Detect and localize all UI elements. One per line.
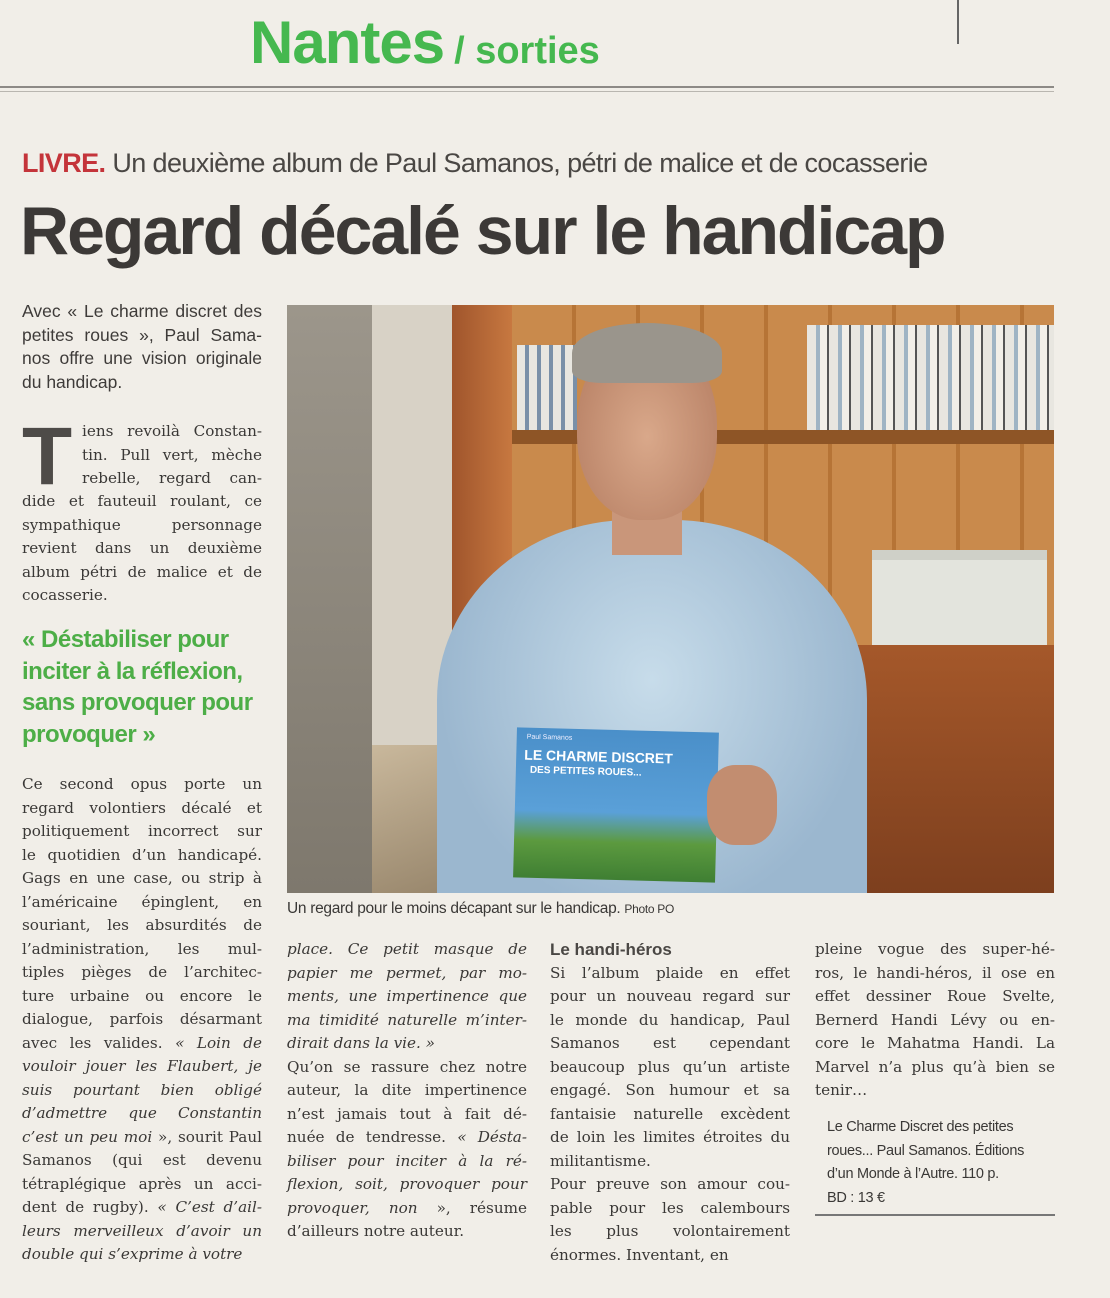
book-info-box — [815, 1116, 1055, 1216]
section-masthead — [250, 8, 600, 77]
lede-line: nos offre une vision originale — [22, 348, 262, 368]
text-segment: », sourit Paul — [152, 1127, 262, 1146]
doorway — [287, 305, 372, 893]
body-line: dide et fauteuil roulant, ce — [22, 492, 262, 510]
body-line — [550, 1009, 790, 1033]
body-line — [550, 1197, 790, 1221]
italic-quote-segment: biliser pour inciter à la ré- — [287, 1151, 527, 1170]
text-segment: les plus volontairement — [550, 1222, 790, 1240]
body-line — [22, 1220, 262, 1244]
text-segment: énormes. Inventant, en — [550, 1245, 729, 1264]
body-line: sympathique personnage — [22, 515, 262, 534]
text-segment: d’ailleurs notre auteur. — [287, 1222, 465, 1240]
column-3-text — [550, 962, 790, 1268]
body-line — [815, 962, 1055, 986]
italic-quote-segment: ments, une impertinence que — [287, 987, 527, 1005]
body-line — [22, 1173, 262, 1197]
body-line: cocasserie. — [22, 586, 108, 604]
text-segment: pour un nouveau regard sur — [550, 987, 790, 1005]
body-line — [287, 1173, 527, 1197]
photo-credit: Photo PO — [624, 902, 675, 916]
body-line — [22, 938, 262, 962]
text-segment: Si l’album plaide en effet — [550, 963, 790, 982]
text-segment: ture urbaine ou encore le — [22, 986, 262, 1005]
body-line — [22, 891, 262, 915]
body-line — [815, 1056, 1055, 1080]
pull-quote — [22, 624, 272, 750]
body-line: tin. Pull vert, mèche — [82, 445, 262, 464]
book-cover — [513, 727, 719, 882]
body-line — [550, 1126, 790, 1150]
drop-cap: T — [22, 411, 73, 502]
body-line — [287, 1056, 527, 1080]
italic-quote-segment: flexion, soit, provoquer pour — [287, 1175, 527, 1193]
column-divider — [957, 0, 959, 44]
body-line — [22, 1055, 262, 1079]
italic-quote-segment: « Désta- — [457, 1128, 527, 1146]
text-segment: core le Mahatma Handi. La — [815, 1034, 1055, 1052]
body-line — [287, 1009, 527, 1033]
kicker-tag: LIVRE. — [22, 148, 106, 178]
article-headline: Regard décalé sur le handicap — [20, 193, 945, 269]
body-line — [22, 1102, 262, 1126]
text-segment: Bernerd Handi Lévy ou en- — [815, 1010, 1055, 1029]
shelf-books-left — [517, 345, 577, 430]
body-line — [22, 820, 262, 844]
text-segment: tiples pièges de l’architec- — [22, 963, 262, 981]
intro-short-lines — [82, 420, 262, 491]
body-line — [287, 1197, 527, 1221]
body-line — [550, 1150, 790, 1174]
info-line: roues... Paul Samanos. Éditions — [827, 1142, 1025, 1159]
body-line: album pétri de malice et de — [22, 562, 262, 581]
body-line — [22, 961, 262, 985]
masthead-section: / sorties — [454, 30, 600, 72]
body-line — [550, 1079, 790, 1103]
italic-quote-segment: d’admettre que Constantin — [22, 1104, 262, 1122]
body-line — [22, 1149, 262, 1173]
italic-quote-segment: leurs merveilleux d’avoir un — [22, 1221, 262, 1240]
italic-quote-segment: suis pourtant bien obligé — [22, 1080, 262, 1099]
body-line — [22, 844, 262, 868]
italic-quote-segment: provoquer, non — [287, 1198, 418, 1217]
text-segment: ros, le handi-héros, il ose en — [815, 963, 1055, 982]
body-line — [22, 1008, 262, 1032]
body-line — [287, 1032, 527, 1056]
text-segment: engagé. Son humour et sa — [550, 1081, 790, 1099]
pull-quote-line: sans provoquer pour — [22, 689, 253, 716]
text-segment: Samanos est cependant — [550, 1034, 790, 1052]
text-segment: Marvel n’a plus qu’à bien se — [815, 1057, 1055, 1076]
italic-quote-segment: « Loin de — [175, 1033, 263, 1052]
body-line — [287, 985, 527, 1009]
text-segment: le monde du handicap, Paul — [550, 1010, 790, 1029]
body-line: iens revoilà Constan- — [82, 422, 262, 440]
body-column-3 — [550, 938, 790, 1267]
info-line: d’un Monde à l’Autre. 110 p. — [827, 1166, 999, 1182]
intro-paragraph — [22, 490, 262, 608]
text-segment: Gags en une case, ou strip à — [22, 869, 262, 887]
italic-quote-segment: vouloir jouer les Flaubert, je — [22, 1057, 262, 1075]
italic-quote-segment: ma timidité naturelle m’inter- — [287, 1010, 527, 1029]
body-line: revient dans un deuxième — [22, 539, 262, 557]
text-segment: effet dessiner Roue Svelte, — [815, 987, 1055, 1005]
lede-line: du handicap. — [22, 371, 123, 392]
body-line — [22, 914, 262, 938]
text-segment: pleine vogue des super-hé- — [815, 940, 1055, 958]
text-segment: nuée de tendresse. — [287, 1128, 458, 1146]
text-segment: tenir… — [815, 1081, 868, 1099]
text-segment: Samanos (qui est devenu — [22, 1151, 262, 1169]
body-line — [550, 1173, 790, 1197]
body-line — [287, 1079, 527, 1103]
text-segment: politiquement incorrect sur — [22, 822, 262, 840]
book-title-line: LE CHARME DISCRET — [524, 746, 674, 767]
text-segment: l’américaine épinglent, en — [22, 892, 262, 911]
italic-quote-segment: double qui s’exprime à votre — [22, 1245, 243, 1263]
info-line: Le Charme Discret des petites — [827, 1119, 1014, 1135]
text-segment: tétraplégique après un acci- — [22, 1174, 262, 1193]
header-rule — [0, 86, 1054, 92]
body-line — [22, 1196, 262, 1220]
text-segment: fantaisie naturelle excèdent — [550, 1104, 790, 1123]
text-segment: dialogue, parfois désarmant — [22, 1010, 262, 1028]
body-line — [287, 1150, 527, 1174]
pull-quote-line: provoquer » — [22, 720, 156, 748]
text-segment: le quotidien d’un handicapé. — [22, 845, 262, 864]
body-line — [22, 867, 262, 891]
body-column-2 — [287, 938, 527, 1244]
italic-quote-segment: papier me permet, par mo- — [287, 963, 527, 982]
info-line: BD : 13 € — [827, 1189, 885, 1206]
body-line — [287, 1103, 527, 1127]
text-segment: dent de rugby). — [22, 1198, 158, 1216]
text-segment: militantisme. — [550, 1151, 651, 1170]
book-title-line: DES PETITES ROUES... — [529, 764, 642, 779]
body-line — [550, 1220, 790, 1244]
body-line: rebelle, regard can- — [82, 469, 262, 487]
italic-quote-segment: dirait dans la vie. » — [287, 1034, 435, 1052]
person-hair — [572, 323, 722, 383]
lede-line: Avec « Le charme discret des — [22, 301, 262, 321]
kicker-text: Un deuxième album de Paul Samanos, pétri de malice et de cocasserie — [105, 148, 928, 178]
body-line — [815, 1032, 1055, 1056]
printer — [872, 550, 1047, 655]
body-line — [22, 1243, 262, 1267]
body-line — [22, 1079, 262, 1103]
italic-quote-segment: place. Ce petit masque de — [287, 940, 527, 958]
text-segment: Ce second opus porte un — [22, 775, 262, 793]
body-line — [22, 797, 262, 821]
body-line — [550, 1103, 790, 1127]
body-line — [287, 1126, 527, 1150]
person-hands — [707, 765, 777, 845]
body-line — [550, 1032, 790, 1056]
pull-quote-line: inciter à la réflexion, — [22, 657, 243, 685]
text-segment: Pour preuve son amour cou- — [550, 1175, 790, 1193]
article-kicker — [22, 148, 928, 179]
text-segment: l’administration, les mul- — [22, 939, 262, 958]
body-line — [22, 1126, 262, 1150]
text-segment: regard volontiers décalé et — [22, 798, 262, 817]
body-line — [22, 1032, 262, 1056]
body-line — [550, 1244, 790, 1268]
body-line — [815, 985, 1055, 1009]
text-segment: de loin les limites étroites du — [550, 1128, 790, 1146]
text-segment: beaucoup plus qu’un artiste — [550, 1057, 790, 1076]
photo-caption — [287, 900, 674, 918]
text-segment: Qu’on se rassure chez notre — [287, 1057, 527, 1076]
body-line — [22, 773, 262, 797]
body-line — [815, 938, 1055, 962]
body-line — [815, 1009, 1055, 1033]
italic-quote-segment: c’est un peu moi — [22, 1127, 153, 1146]
body-line — [287, 962, 527, 986]
caption-text: Un regard pour le moins décapant sur le handicap. — [287, 900, 625, 917]
text-segment: n’est jamais tout à fait dé- — [287, 1104, 527, 1123]
masthead-city: Nantes — [250, 9, 445, 76]
body-line — [550, 985, 790, 1009]
body-line — [287, 1220, 527, 1244]
italic-quote-segment: « C’est d’ail- — [157, 1198, 263, 1216]
shelf-books — [807, 325, 1054, 430]
body-line — [550, 1056, 790, 1080]
text-segment: auteur, la dite impertinence — [287, 1081, 527, 1099]
section-subhead: Le handi-héros — [550, 940, 672, 959]
article-photo — [287, 305, 1054, 893]
body-line — [550, 962, 790, 986]
body-line — [22, 985, 262, 1009]
text-segment: souriant, les absurdités de — [22, 916, 262, 934]
lede-line: petites roues », Paul Sama- — [22, 324, 262, 345]
body-column-1 — [22, 773, 262, 1267]
book-author: Paul Samanos — [526, 733, 573, 742]
pull-quote-line: « Déstabiliser pour — [22, 626, 229, 653]
body-column-4 — [815, 938, 1055, 1103]
article-lede — [22, 300, 262, 394]
body-line — [287, 938, 527, 962]
text-segment: », résume — [417, 1198, 527, 1217]
body-line — [815, 1079, 1055, 1103]
text-segment: avec les valides. — [22, 1033, 176, 1052]
text-segment: pable pour les calembours — [550, 1198, 790, 1217]
